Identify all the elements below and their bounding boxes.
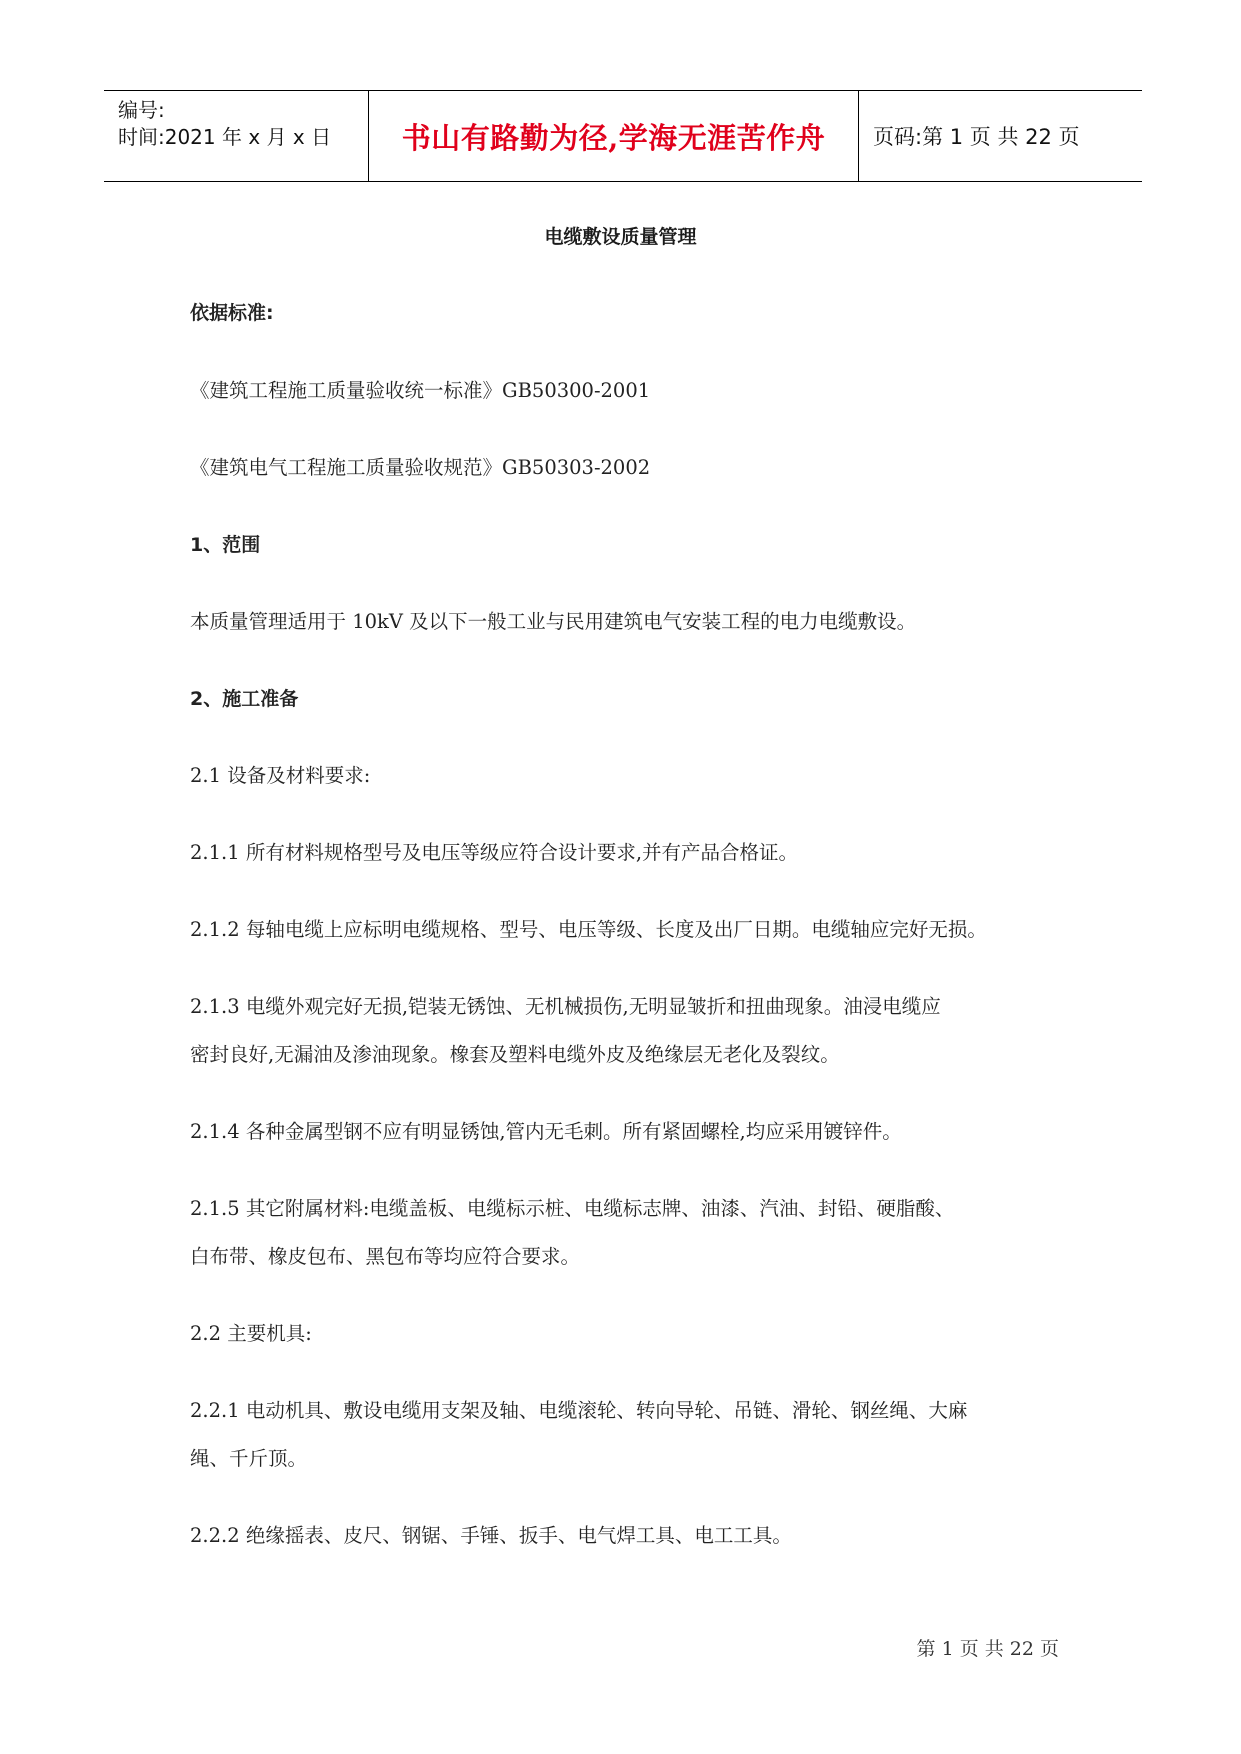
paragraph-line: 密封良好,无漏油及渗油现象。橡套及塑料电缆外皮及绝缘层无老化及裂纹。: [190, 1043, 840, 1066]
section-heading-preparation: 2、施工准备: [190, 688, 299, 710]
paragraph: 本质量管理适用于 10kV 及以下一般工业与民用建筑电气安装工程的电力电缆敷设。: [190, 610, 917, 633]
header-meta-cell: [104, 91, 369, 181]
subsection-heading: 2.2 主要机具:: [190, 1322, 312, 1345]
header-motto-cell: [369, 91, 859, 181]
paragraph: 2.2.2 绝缘摇表、皮尺、钢锯、手锤、扳手、电气焊工具、电工工具。: [190, 1524, 792, 1547]
paragraph-line: 2.1.5 其它附属材料:电缆盖板、电缆标示桩、电缆标志牌、油漆、汽油、封铅、硬脂酸、: [190, 1197, 955, 1220]
header-motto: 书山有路勤为径,学海无涯苦作舟: [401, 120, 826, 155]
subsection-heading: 2.1 设备及材料要求:: [190, 764, 371, 787]
document-number-label: 编号:: [118, 98, 165, 122]
paragraph-line: 2.1.3 电缆外观完好无损,铠装无锈蚀、无机械损伤,无明显皱折和扭曲现象。油浸电缆应: [190, 995, 941, 1018]
page-header: [104, 90, 1142, 182]
paragraph-line: 白布带、橡皮包布、黑包布等均应符合要求。: [190, 1245, 581, 1268]
page-footer: 第 1 页 共 22 页: [916, 1638, 1059, 1660]
document-title: 电缆敷设质量管理: [544, 226, 697, 248]
document-time-label: 时间:2021 年 x 月 x 日: [118, 125, 332, 149]
header-page-info: 页码:第 1 页 共 22 页: [873, 125, 1080, 149]
paragraph: 2.1.2 每轴电缆上应标明电缆规格、型号、电压等级、长度及出厂日期。电缆轴应完好无损。: [190, 918, 987, 941]
standard-item: 《建筑工程施工质量验收统一标准》GB50300-2001: [190, 379, 651, 402]
paragraph-line: 2.2.1 电动机具、敷设电缆用支架及轴、电缆滚轮、转向导轮、吊链、滑轮、钢丝绳、大麻: [190, 1399, 968, 1422]
section-heading-standards: 依据标准:: [190, 302, 274, 324]
standard-item: 《建筑电气工程施工质量验收规范》GB50303-2002: [190, 456, 651, 479]
header-page-cell: [859, 91, 1142, 181]
paragraph-line: 绳、千斤顶。: [190, 1447, 308, 1470]
paragraph: 2.1.4 各种金属型钢不应有明显锈蚀,管内无毛刺。所有紧固螺栓,均应采用镀锌件。: [190, 1120, 902, 1143]
section-heading-scope: 1、范围: [190, 534, 261, 556]
paragraph: 2.1.1 所有材料规格型号及电压等级应符合设计要求,并有产品合格证。: [190, 841, 799, 864]
